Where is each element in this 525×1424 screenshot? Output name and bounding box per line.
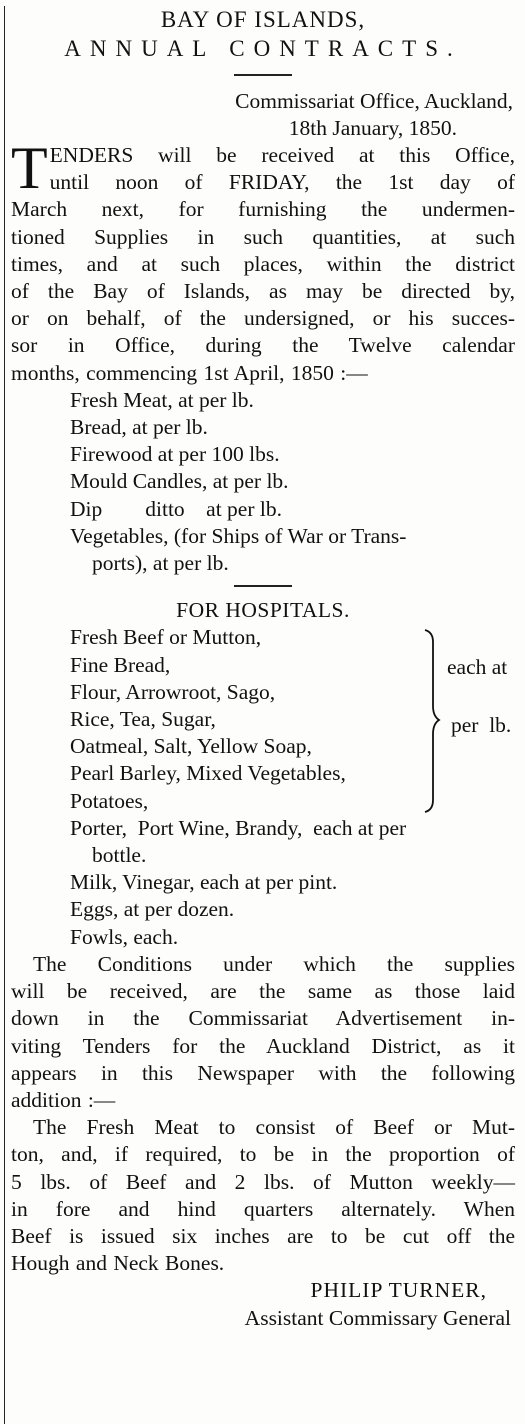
- supply-item: Bread, at per lb.: [70, 415, 208, 440]
- signatory-name: PHILIP TURNER,: [310, 1278, 487, 1303]
- hospital-item: Fine Bread,: [70, 652, 171, 677]
- hospital-item: Eggs, at per dozen.: [70, 897, 235, 922]
- brace-label-each-at: each at: [447, 655, 508, 680]
- intro-line: times, and at such places, within the district: [11, 251, 515, 276]
- conditions-line: down in the Commissariat Advertisement in-: [11, 1006, 515, 1031]
- dateline: [11, 88, 515, 142]
- intro-line: sor in Office, during the Twelve calendar: [11, 333, 515, 358]
- supply-item: Vegetables, (for Ships of War or Trans-: [70, 523, 407, 548]
- intro-line: or on behalf, of the undersigned, or his succes-: [11, 306, 515, 331]
- hospital-item: Pearl Barley, Mixed Vegetables,: [70, 761, 346, 786]
- hospital-item: Fowls, each.: [70, 924, 179, 949]
- intro-line: tioned Supplies in such quantities, at such: [11, 224, 515, 249]
- intro-line: ENDERS will be received at this Office,: [49, 143, 515, 167]
- conditions-paragraph: [11, 951, 515, 1114]
- brace-label-per-lb: per lb.: [451, 713, 512, 738]
- hospital-item: Rice, Tea, Sugar,: [70, 707, 216, 732]
- drop-cap: T: [11, 135, 48, 201]
- meat-clause-line: ton, and, if required, to be in the proportion of: [11, 1142, 515, 1167]
- intro-line: months, commencing 1st April, 1850 :—: [11, 360, 368, 385]
- supply-item: Fresh Meat, at per lb.: [70, 387, 254, 412]
- meat-clause-paragraph: [11, 1114, 515, 1277]
- hospital-braced-list: [11, 624, 515, 814]
- hospital-item: Oatmeal, Salt, Yellow Soap,: [70, 734, 312, 759]
- dateline-office: Commissariat Office, Auckland,: [235, 89, 513, 113]
- conditions-line: The Conditions under which the supplies: [33, 951, 515, 976]
- intro-line: until noon of FRIDAY, the 1st day of: [49, 170, 515, 195]
- hospital-item: Porter, Port Wine, Brandy, each at per: [70, 815, 407, 840]
- hospital-item: Fresh Beef or Mutton,: [70, 625, 262, 650]
- conditions-line: addition :—: [11, 1087, 116, 1112]
- supply-item: Firewood at per 100 lbs.: [70, 442, 280, 467]
- hospital-other-list: [11, 815, 515, 951]
- hospital-item: Potatoes,: [70, 788, 149, 813]
- intro-line: of the Bay of Islands, as may be directed by,: [11, 279, 515, 304]
- signatory-title: Assistant Commissary General: [244, 1305, 511, 1330]
- hospitals-heading: FOR HOSPITALS.: [176, 598, 350, 623]
- supply-item: Dip ditto at per lb.: [70, 496, 282, 521]
- meat-clause-line: The Fresh Meat to consist of Beef or Mut-: [33, 1115, 515, 1140]
- intro-paragraph: [11, 135, 515, 387]
- meat-clause-line: Beef is issued six inches are to be cut off the: [11, 1223, 515, 1248]
- meat-clause-line: 5 lbs. of Beef and 2 lbs. of Mutton weekly—: [11, 1169, 515, 1194]
- divider: [234, 585, 292, 587]
- supply-item: ports), at per lb.: [92, 551, 229, 576]
- meat-clause-line: Hough and Neck Bones.: [11, 1251, 225, 1276]
- conditions-line: appears in this Newspaper with the following: [11, 1060, 515, 1085]
- hospital-item: Milk, Vinegar, each at per pint.: [70, 870, 338, 895]
- conditions-line: viting Tenders for the Auckland District, as it: [11, 1033, 515, 1058]
- heading-title: ANNUAL CONTRACTS.: [64, 36, 462, 61]
- dateline-date: 18th January, 1850.: [288, 116, 457, 140]
- signature-block: [11, 1277, 515, 1331]
- heading-location: BAY OF ISLANDS,: [160, 7, 366, 32]
- intro-line: March next, for furnishing the undermen-: [11, 197, 515, 222]
- hospital-item: bottle.: [92, 843, 147, 868]
- meat-clause-line: in fore and hind quarters alternately. When: [11, 1196, 515, 1221]
- supply-item: Mould Candles, at per lb.: [70, 469, 289, 494]
- supplies-list: [11, 387, 515, 577]
- advertisement-column: [4, 6, 521, 1424]
- divider: [234, 74, 292, 76]
- curly-brace-icon: [421, 628, 441, 814]
- hospital-item: Flour, Arrowroot, Sago,: [70, 679, 276, 704]
- conditions-line: will be received, are the same as those laid: [11, 979, 515, 1004]
